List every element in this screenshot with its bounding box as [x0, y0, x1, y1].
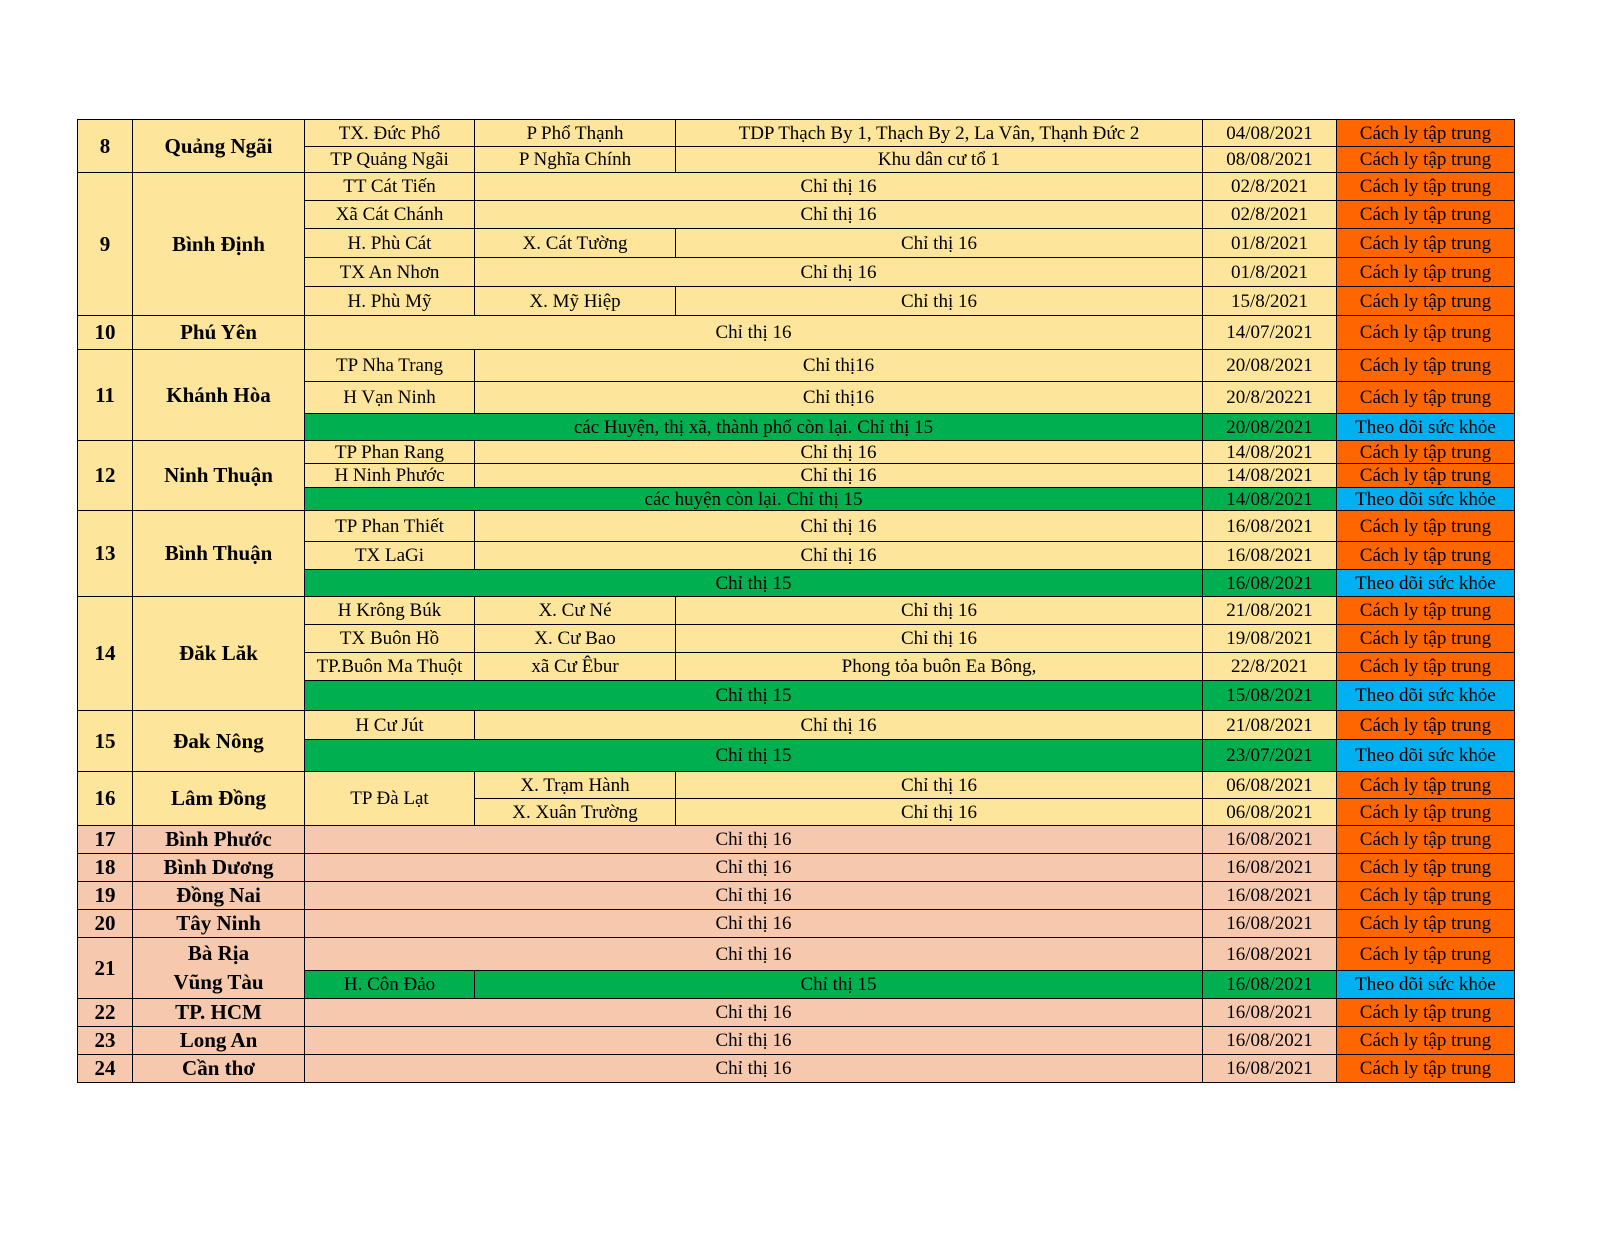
table-cell: Cách ly tập trung [1337, 542, 1515, 570]
table-cell: TT Cát Tiến [305, 173, 475, 201]
table-cell: 20 [78, 910, 133, 938]
table-cell: 8 [78, 120, 133, 173]
table-cell: Long An [133, 1027, 305, 1055]
table-cell: 02/8/2021 [1203, 201, 1337, 229]
table-cell: Chỉ thị 16 [305, 316, 1203, 350]
table-cell: Xã Cát Chánh [305, 201, 475, 229]
table-row [78, 854, 1515, 882]
table-cell: 12 [78, 441, 133, 511]
table-cell: 22/8/2021 [1203, 653, 1337, 681]
table-row [78, 120, 1515, 147]
table-row [78, 173, 1515, 201]
table-cell: Cách ly tập trung [1337, 826, 1515, 854]
table-cell: Cách ly tập trung [1337, 653, 1515, 681]
table-cell: 21 [78, 938, 133, 999]
table-cell: Cách ly tập trung [1337, 1027, 1515, 1055]
table-cell: H. Côn Đảo [305, 971, 475, 999]
table-cell: 16/08/2021 [1203, 542, 1337, 570]
table-cell: Chỉ thị 16 [305, 999, 1203, 1027]
table-cell: Chỉ thị 16 [475, 464, 1203, 488]
table-cell: 15/08/2021 [1203, 681, 1337, 711]
table-cell: TP.Buôn Ma Thuột [305, 653, 475, 681]
table-cell: 15/8/2021 [1203, 287, 1337, 316]
table-cell: Theo dõi sức khỏe [1337, 414, 1515, 441]
table-cell: Cách ly tập trung [1337, 464, 1515, 488]
table-cell: Cách ly tập trung [1337, 316, 1515, 350]
table-cell: TX. Đức Phổ [305, 120, 475, 147]
table-cell: Cách ly tập trung [1337, 625, 1515, 653]
table-cell: Cách ly tập trung [1337, 258, 1515, 287]
table-cell: Theo dõi sức khỏe [1337, 570, 1515, 597]
table-cell: Chỉ thị 16 [305, 910, 1203, 938]
table-cell: 02/8/2021 [1203, 173, 1337, 201]
table-cell: 08/08/2021 [1203, 147, 1337, 173]
table-cell: Theo dõi sức khỏe [1337, 971, 1515, 999]
table-cell: Cách ly tập trung [1337, 711, 1515, 740]
table-cell: Chỉ thị 16 [305, 826, 1203, 854]
table-cell: Chỉ thị 15 [305, 681, 1203, 711]
table-cell: 16/08/2021 [1203, 570, 1337, 597]
table-cell: Chỉ thị 15 [305, 570, 1203, 597]
table-cell: Chỉ thị 16 [475, 441, 1203, 464]
table-cell: 23/07/2021 [1203, 740, 1337, 772]
table-cell: P Nghĩa Chính [475, 147, 676, 173]
table-cell: 21/08/2021 [1203, 711, 1337, 740]
table-cell: 01/8/2021 [1203, 229, 1337, 258]
table-cell: 06/08/2021 [1203, 799, 1337, 826]
table-cell: TP Phan Rang [305, 441, 475, 464]
table-cell: Cách ly tập trung [1337, 910, 1515, 938]
table-cell: 06/08/2021 [1203, 772, 1337, 799]
table-cell: TX LaGi [305, 542, 475, 570]
table-cell: 04/08/2021 [1203, 120, 1337, 147]
table-cell: Cách ly tập trung [1337, 772, 1515, 799]
table-row [78, 772, 1515, 799]
table-cell: Phong tỏa buôn Ea Bông, [676, 653, 1203, 681]
table-cell: P Phổ Thạnh [475, 120, 676, 147]
table-cell: 21/08/2021 [1203, 597, 1337, 625]
table-cell: 16/08/2021 [1203, 1055, 1337, 1083]
table-cell: Chỉ thị 16 [305, 854, 1203, 882]
table-cell: 16/08/2021 [1203, 826, 1337, 854]
table-cell: Chỉ thị 16 [475, 711, 1203, 740]
table-cell: Cách ly tập trung [1337, 938, 1515, 971]
table-cell: 16/08/2021 [1203, 854, 1337, 882]
table-cell: Cách ly tập trung [1337, 350, 1515, 382]
table-cell: Chỉ thị 16 [305, 882, 1203, 910]
table-cell: X. Trạm Hành [475, 772, 676, 799]
table-cell: Khánh Hòa [133, 350, 305, 441]
table-cell: H. Phù Cát [305, 229, 475, 258]
table-cell: H Krông Búk [305, 597, 475, 625]
table-row [78, 999, 1515, 1027]
table-cell: Cách ly tập trung [1337, 201, 1515, 229]
table-cell: Theo dõi sức khỏe [1337, 488, 1515, 511]
table-cell: Cần thơ [133, 1055, 305, 1083]
table-cell: Chỉ thị16 [475, 382, 1203, 414]
table-row [78, 316, 1515, 350]
table-cell: 01/8/2021 [1203, 258, 1337, 287]
table-cell: Cách ly tập trung [1337, 511, 1515, 542]
table-cell: Cách ly tập trung [1337, 1055, 1515, 1083]
table-cell: 14/08/2021 [1203, 441, 1337, 464]
table-cell: TP. HCM [133, 999, 305, 1027]
province-measures-table [77, 119, 1515, 1083]
table-cell: 14/07/2021 [1203, 316, 1337, 350]
table-body [78, 120, 1515, 1083]
table-cell: TP Phan Thiết [305, 511, 475, 542]
table-cell: Đăk Lăk [133, 597, 305, 711]
table-cell: Ninh Thuận [133, 441, 305, 511]
table-row [78, 1055, 1515, 1083]
table-cell: Chỉ thị 16 [475, 173, 1203, 201]
table-cell: Chỉ thị 16 [676, 597, 1203, 625]
table-cell: Cách ly tập trung [1337, 799, 1515, 826]
table-cell: X. Mỹ Hiệp [475, 287, 676, 316]
table-cell: Theo dõi sức khỏe [1337, 740, 1515, 772]
table-cell: Chỉ thị 16 [305, 938, 1203, 971]
table-cell: Chỉ thị 15 [305, 740, 1203, 772]
table-cell: Theo dõi sức khỏe [1337, 681, 1515, 711]
table-cell: TX Buôn Hồ [305, 625, 475, 653]
table-cell: Phú Yên [133, 316, 305, 350]
table-cell: 15 [78, 711, 133, 772]
table-cell: 17 [78, 826, 133, 854]
table-cell: Chỉ thị 16 [305, 1027, 1203, 1055]
table-cell: Cách ly tập trung [1337, 999, 1515, 1027]
table-cell: Bà Rịa Vũng Tàu [133, 938, 305, 999]
table-row [78, 1027, 1515, 1055]
table-cell: Chỉ thị 16 [475, 511, 1203, 542]
table-cell: Cách ly tập trung [1337, 441, 1515, 464]
table-cell: X. Cư Bao [475, 625, 676, 653]
table-cell: 13 [78, 511, 133, 597]
table-cell: Chỉ thị 15 [475, 971, 1203, 999]
table-cell: H Vạn Ninh [305, 382, 475, 414]
table-cell: Bình Thuận [133, 511, 305, 597]
table-cell: 19/08/2021 [1203, 625, 1337, 653]
table-cell: 16/08/2021 [1203, 882, 1337, 910]
table-cell: TP Nha Trang [305, 350, 475, 382]
table-cell: Bình Định [133, 173, 305, 316]
table-cell: TX An Nhơn [305, 258, 475, 287]
table-cell: 16/08/2021 [1203, 910, 1337, 938]
table-cell: TP Đà Lạt [305, 772, 475, 826]
table-cell: 14 [78, 597, 133, 711]
table-cell: X. Cư Né [475, 597, 676, 625]
table-cell: 11 [78, 350, 133, 441]
table-cell: 16/08/2021 [1203, 999, 1337, 1027]
table-cell: Chỉ thị 16 [676, 287, 1203, 316]
table-cell: 24 [78, 1055, 133, 1083]
table-cell: Cách ly tập trung [1337, 882, 1515, 910]
table-cell: Cách ly tập trung [1337, 287, 1515, 316]
table-cell: các Huyện, thị xã, thành phố còn lại. Chỉ thị 15 [305, 414, 1203, 441]
table-row [78, 882, 1515, 910]
table-row [78, 910, 1515, 938]
table-cell: Lâm Đồng [133, 772, 305, 826]
table-cell: Cách ly tập trung [1337, 120, 1515, 147]
table-cell: H Ninh Phước [305, 464, 475, 488]
table-cell: xã Cư Êbur [475, 653, 676, 681]
table-cell: 16/08/2021 [1203, 511, 1337, 542]
table-cell: 20/08/2021 [1203, 414, 1337, 441]
table-cell: 16/08/2021 [1203, 1027, 1337, 1055]
table-cell: Cách ly tập trung [1337, 147, 1515, 173]
table-cell: Chỉ thị 16 [676, 229, 1203, 258]
table-cell: Chỉ thị16 [475, 350, 1203, 382]
table-row [78, 441, 1515, 464]
table-cell: Chỉ thị 16 [475, 201, 1203, 229]
table-cell: Cách ly tập trung [1337, 382, 1515, 414]
table-cell: 10 [78, 316, 133, 350]
table-cell: Quảng Ngãi [133, 120, 305, 173]
table-cell: Bình Dương [133, 854, 305, 882]
table-cell: 19 [78, 882, 133, 910]
table-cell: Chỉ thị 16 [475, 542, 1203, 570]
table-cell: 20/8/20221 [1203, 382, 1337, 414]
table-cell: 22 [78, 999, 133, 1027]
table-cell: 14/08/2021 [1203, 488, 1337, 511]
table-cell: 23 [78, 1027, 133, 1055]
table-row [78, 511, 1515, 542]
table-cell: Cách ly tập trung [1337, 173, 1515, 201]
table-cell: TDP Thạch By 1, Thạch By 2, La Vân, Thạnh Đức 2 [676, 120, 1203, 147]
table-cell: Chỉ thị 16 [305, 1055, 1203, 1083]
table-row [78, 938, 1515, 971]
table-cell: Chỉ thị 16 [676, 799, 1203, 826]
table-cell: TP Quảng Ngãi [305, 147, 475, 173]
table-cell: 20/08/2021 [1203, 350, 1337, 382]
table-cell: Bình Phước [133, 826, 305, 854]
table-cell: Chỉ thị 16 [676, 625, 1203, 653]
table-cell: H. Phù Mỹ [305, 287, 475, 316]
table-cell: Cách ly tập trung [1337, 597, 1515, 625]
table-cell: Tây Ninh [133, 910, 305, 938]
table-cell: 14/08/2021 [1203, 464, 1337, 488]
table-cell: Khu dân cư tổ 1 [676, 147, 1203, 173]
table-cell: H Cư Jút [305, 711, 475, 740]
table-row [78, 711, 1515, 740]
table-cell: các huyện còn lại. Chỉ thị 15 [305, 488, 1203, 511]
table-row [78, 597, 1515, 625]
table-cell: X. Xuân Trường [475, 799, 676, 826]
table-cell: Cách ly tập trung [1337, 854, 1515, 882]
table-cell: 16 [78, 772, 133, 826]
table-cell: 16/08/2021 [1203, 938, 1337, 971]
table-row [78, 350, 1515, 382]
table-cell: 16/08/2021 [1203, 971, 1337, 999]
table-cell: Chỉ thị 16 [676, 772, 1203, 799]
table-cell: 18 [78, 854, 133, 882]
table-cell: Chỉ thị 16 [475, 258, 1203, 287]
table-cell: Đồng Nai [133, 882, 305, 910]
table-cell: Cách ly tập trung [1337, 229, 1515, 258]
table-row [78, 826, 1515, 854]
table-cell: X. Cát Tường [475, 229, 676, 258]
table-cell: 9 [78, 173, 133, 316]
table-cell: Đak Nông [133, 711, 305, 772]
